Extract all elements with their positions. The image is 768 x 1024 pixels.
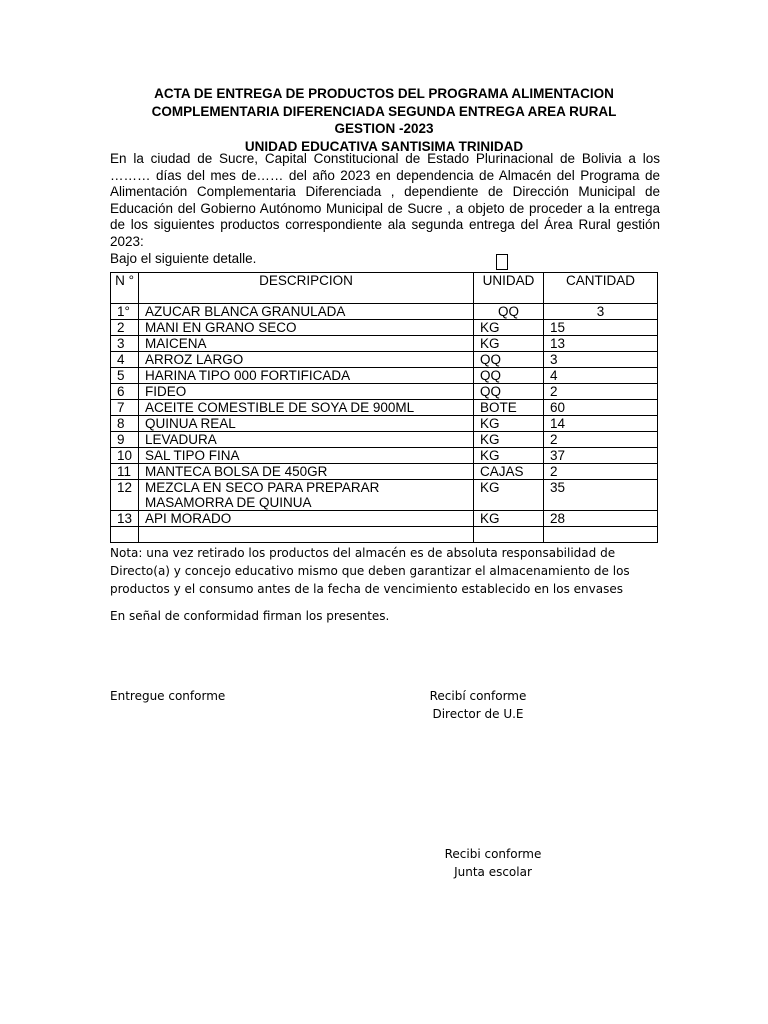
table-row bbox=[111, 336, 658, 352]
table-row bbox=[111, 432, 658, 448]
row-description-line-2: MASAMORRA DE QUINUA bbox=[145, 495, 312, 510]
table-header-row bbox=[111, 273, 658, 304]
row-unit: KG bbox=[474, 448, 544, 464]
row-description: MANI EN GRANO SECO bbox=[139, 320, 474, 336]
row-description: ARROZ LARGO bbox=[139, 352, 474, 368]
document-title bbox=[110, 85, 658, 155]
header-unit: UNIDAD bbox=[474, 273, 544, 304]
row-number: 11 bbox=[111, 464, 139, 480]
table-row bbox=[111, 368, 658, 384]
empty-cell bbox=[139, 527, 474, 543]
row-unit: KG bbox=[474, 336, 544, 352]
table-row bbox=[111, 448, 658, 464]
row-unit: KG bbox=[474, 320, 544, 336]
row-description: AZUCAR BLANCA GRANULADA bbox=[139, 304, 474, 320]
row-unit: KG bbox=[474, 416, 544, 432]
signature-junta-line-2: Junta escolar bbox=[454, 865, 532, 879]
row-number: 3 bbox=[111, 336, 139, 352]
empty-cell bbox=[474, 527, 544, 543]
row-unit: KG bbox=[474, 432, 544, 448]
row-quantity: 2 bbox=[544, 464, 658, 480]
table-row bbox=[111, 511, 658, 527]
row-quantity: 37 bbox=[544, 448, 658, 464]
signature-director bbox=[410, 687, 546, 723]
signature-entregue bbox=[110, 687, 225, 705]
row-unit: QQ bbox=[474, 304, 544, 320]
signature-entregue-label: Entregue conforme bbox=[110, 689, 226, 703]
row-description: SAL TIPO FINA bbox=[139, 448, 474, 464]
row-quantity: 3 bbox=[544, 304, 658, 320]
checkbox[interactable] bbox=[496, 254, 508, 270]
row-number: 4 bbox=[111, 352, 139, 368]
conformidad-text: En señal de conformidad firman los presentes. bbox=[110, 609, 390, 623]
row-quantity: 4 bbox=[544, 368, 658, 384]
row-quantity: 3 bbox=[544, 352, 658, 368]
header-number: N ° bbox=[111, 273, 139, 304]
row-quantity: 14 bbox=[544, 416, 658, 432]
row-description: QUINUA REAL bbox=[139, 416, 474, 432]
row-unit: CAJAS bbox=[474, 464, 544, 480]
row-unit: KG bbox=[474, 511, 544, 527]
table-row bbox=[111, 464, 658, 480]
intro-paragraph: En la ciudad de Sucre, Capital Constitucional de Estado Plurinacional de Bolivia a los ……… días del mes de…… del año 2023 en dependencia de Almacén del Programa de Alimentación Complementaria Diferenciada , dependiente de Dirección Municipal de Educación del Gobierno Autónomo Municipal de Sucre , a objeto de proceder a la entrega de los siguientes productos correspondiente ala segunda entrega del Área Rural gestión 2023: bbox=[110, 151, 660, 249]
signature-director-line-1: Recibí conforme bbox=[429, 689, 527, 703]
title-line-3: GESTION -2023 bbox=[334, 121, 434, 136]
row-number: 6 bbox=[111, 384, 139, 400]
row-number: 8 bbox=[111, 416, 139, 432]
row-number: 5 bbox=[111, 368, 139, 384]
row-quantity: 13 bbox=[544, 336, 658, 352]
table-row bbox=[111, 416, 658, 432]
row-quantity: 28 bbox=[544, 511, 658, 527]
header-description: DESCRIPCION bbox=[139, 273, 474, 304]
table-row bbox=[111, 304, 658, 320]
table-row bbox=[111, 384, 658, 400]
products-table bbox=[110, 272, 658, 543]
notes-section bbox=[110, 544, 670, 625]
row-description: LEVADURA bbox=[139, 432, 474, 448]
row-description-line-1: MEZCLA EN SECO PARA PREPARAR bbox=[145, 480, 380, 495]
table-row-empty bbox=[111, 527, 658, 543]
table-row bbox=[111, 352, 658, 368]
row-quantity: 60 bbox=[544, 400, 658, 416]
table-row bbox=[111, 320, 658, 336]
row-number: 7 bbox=[111, 400, 139, 416]
row-unit: BOTE bbox=[474, 400, 544, 416]
nota-text: Nota: una vez retirado los productos del almacén es de absoluta responsabilidad de Directo(a) y concejo educativo mismo que deben garantizar el almacenamiento de los productos y el consumo antes de la fecha de vencimiento establecido en los envases bbox=[110, 546, 630, 596]
row-quantity: 35 bbox=[544, 480, 658, 511]
header-quantity: CANTIDAD bbox=[544, 273, 658, 304]
intro-detail: Bajo el siguiente detalle. bbox=[110, 250, 257, 266]
row-number: 2 bbox=[111, 320, 139, 336]
title-line-1: ACTA DE ENTREGA DE PRODUCTOS DEL PROGRAMA ALIMENTACION bbox=[154, 86, 614, 101]
row-unit: QQ bbox=[474, 352, 544, 368]
row-unit: QQ bbox=[474, 368, 544, 384]
row-quantity: 15 bbox=[544, 320, 658, 336]
signature-director-line-2: Director de U.E bbox=[432, 707, 524, 721]
signature-junta bbox=[425, 845, 561, 881]
row-description: HARINA TIPO 000 FORTIFICADA bbox=[139, 368, 474, 384]
row-description: ACEITE COMESTIBLE DE SOYA DE 900ML bbox=[139, 400, 474, 416]
row-quantity: 2 bbox=[544, 432, 658, 448]
row-number: 13 bbox=[111, 511, 139, 527]
signature-junta-line-1: Recibi conforme bbox=[444, 847, 542, 861]
row-number: 9 bbox=[111, 432, 139, 448]
row-description: MANTECA BOLSA DE 450GR bbox=[139, 464, 474, 480]
row-description bbox=[139, 480, 474, 511]
empty-cell bbox=[111, 527, 139, 543]
title-line-2: COMPLEMENTARIA DIFERENCIADA SEGUNDA ENTREGA AREA RURAL bbox=[151, 103, 617, 119]
row-unit: KG bbox=[474, 480, 544, 511]
row-description: MAICENA bbox=[139, 336, 474, 352]
row-number: 12 bbox=[111, 480, 139, 511]
row-number: 1° bbox=[111, 304, 139, 320]
row-number: 10 bbox=[111, 448, 139, 464]
intro-section bbox=[110, 151, 660, 267]
table-row bbox=[111, 400, 658, 416]
row-unit: QQ bbox=[474, 384, 544, 400]
empty-cell bbox=[544, 527, 658, 543]
row-quantity: 2 bbox=[544, 384, 658, 400]
row-description: FIDEO bbox=[139, 384, 474, 400]
title-line-4: UNIDAD EDUCATIVA SANTISIMA TRINIDAD bbox=[244, 138, 524, 154]
table-row bbox=[111, 480, 658, 511]
row-description: API MORADO bbox=[139, 511, 474, 527]
